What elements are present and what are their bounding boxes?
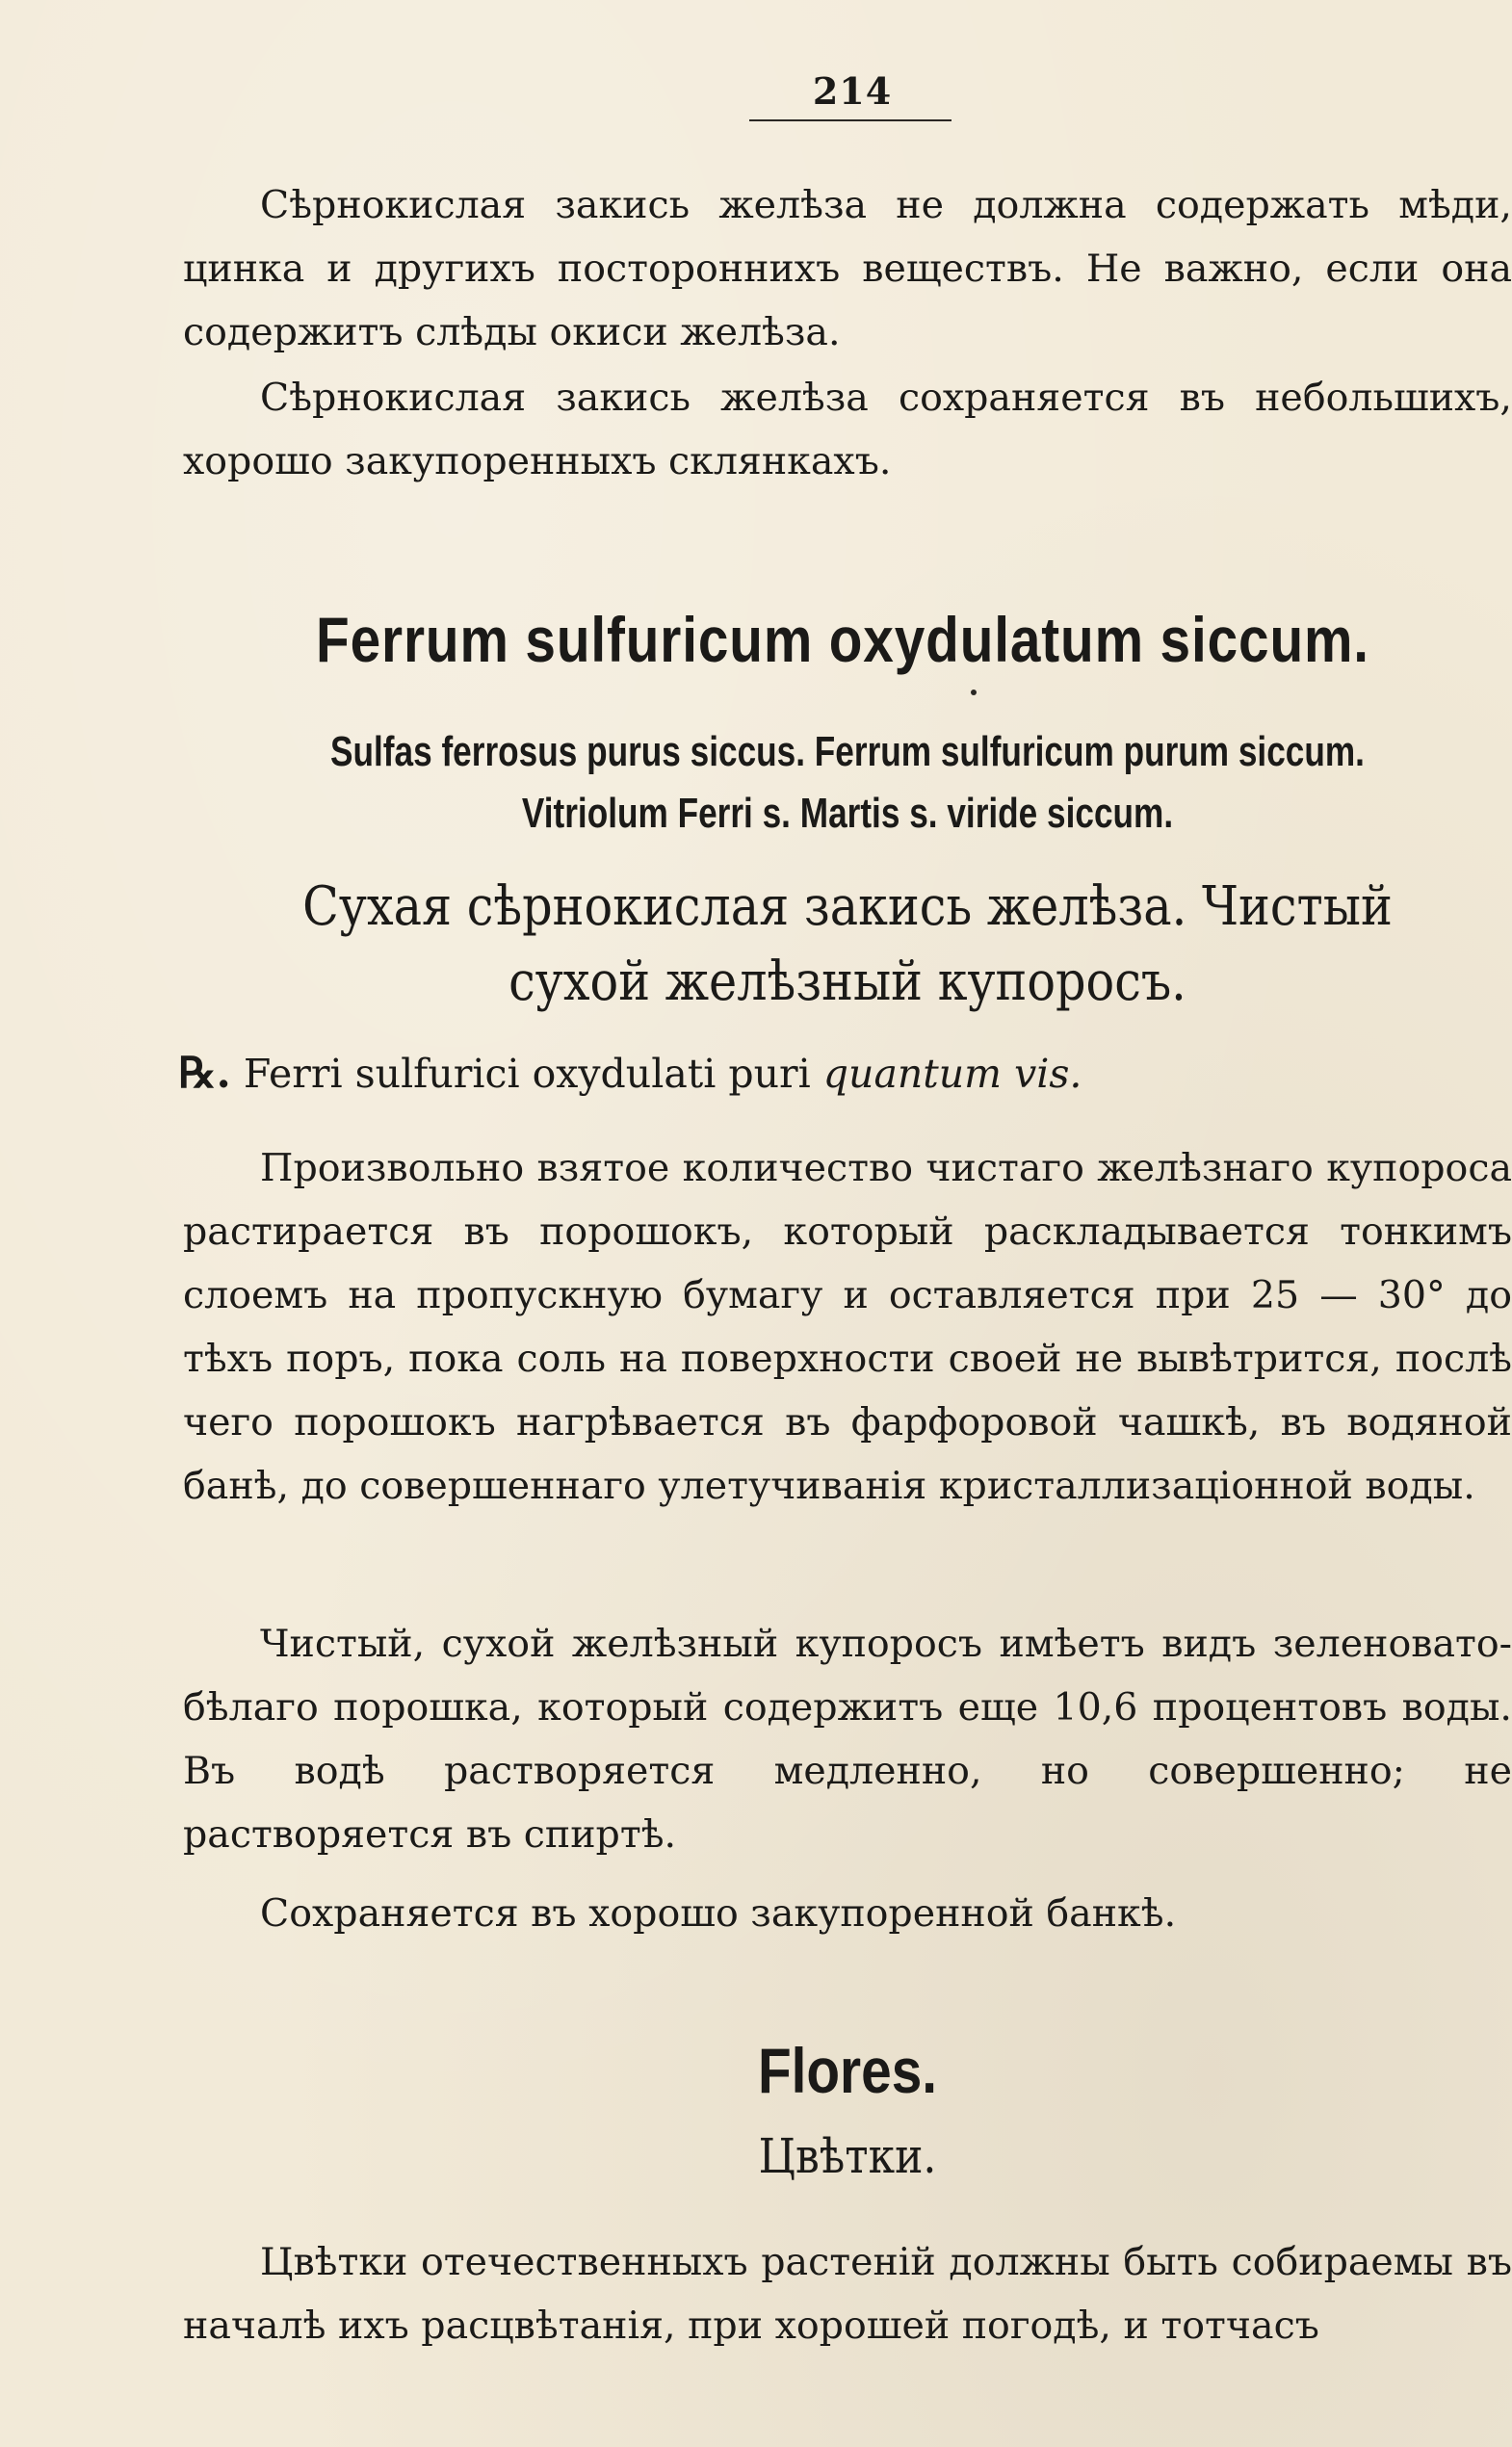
section1-paragraph-2: Чистый, сухой желѣзный купоросъ имѣетъ видъ зеленовато-бѣлаго порошка, который содержитъ еще 10,6 процентовъ воды. Въ водѣ растворяется медленно, но совершенно; не растворяется въ спиртѣ.: [183, 1622, 1512, 1857]
section1-synonyms-line1: Sulfas ferrosus purus siccus. Ferrum sulfuricum purum siccum.: [330, 728, 1365, 775]
section2-latin-title: Flores.: [757, 2035, 938, 2106]
section1-synonyms-line2: Vitriolum Ferri s. Martis s. viride siccum.: [521, 790, 1174, 837]
page-number-rule: [749, 119, 952, 121]
ink-dot: [971, 690, 977, 695]
paragraph-top-2: Сѣрнокислая закись желѣза сохраняется въ небольшихъ, хорошо закупоренныхъ склянкахъ.: [183, 376, 1512, 483]
recipe-line: [178, 1042, 1082, 1106]
section1-paragraph-1: Произвольно взятое количество чистаго желѣзнаго купороса растирается въ порошокъ, который раскладывается тонкимъ слоемъ на пропускную бумагу и оставляется при 25 — 30° до тѣхъ поръ, пока соль на поверхности своей не вывѣтрится, послѣ чего порошокъ нагрѣвается въ фарфоровой чашкѣ, въ водяной банѣ, до совершеннаго улетучиванія кристаллизаціонной воды.: [183, 1146, 1512, 1508]
section1-russian-title-line1: Сухая сѣрнокислая закись желѣза. Чистый: [302, 875, 1393, 938]
section1-russian-title-line2: сухой желѣзный купоросъ.: [508, 950, 1186, 1013]
recipe-quantity: quantum vis.: [822, 1051, 1082, 1097]
recipe-text: Ferri sulfurici oxydulati puri: [243, 1051, 811, 1097]
page-number: 214: [812, 69, 893, 113]
section1-latin-title: Ferrum sulfuricum oxydulatum siccum.: [316, 604, 1369, 675]
section2-paragraph: Цвѣтки отечественныхъ растеній должны быть собираемы въ началѣ ихъ расцвѣтанія, при хорошей погодѣ, и тотчасъ: [183, 2240, 1512, 2348]
paragraph-top-1: Сѣрнокислая закись желѣза не должна содержать мѣди, цинка и другихъ постороннихъ веществъ. Не важно, если она содержитъ слѣды окиси желѣза.: [183, 183, 1512, 354]
recipe-symbol: ℞.: [178, 1049, 231, 1098]
section1-paragraph-3: Сохраняется въ хорошо закупоренной банкѣ.: [260, 1891, 1177, 1936]
section2-russian-title: Цвѣтки.: [758, 2128, 937, 2184]
